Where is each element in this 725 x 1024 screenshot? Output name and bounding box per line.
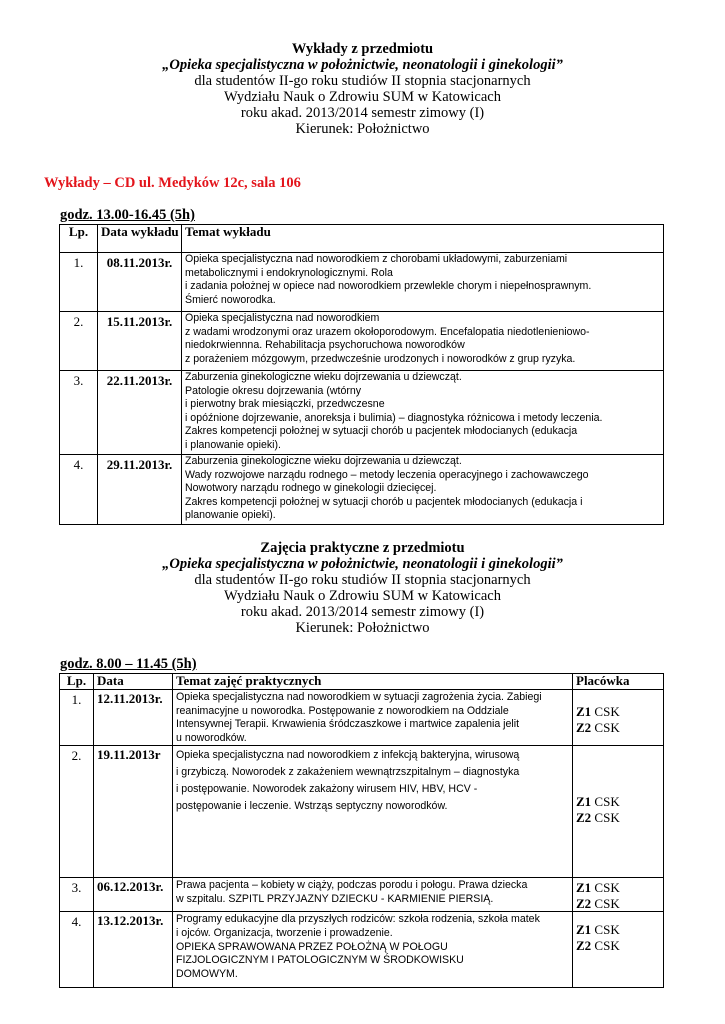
header-date: Data xyxy=(94,674,173,690)
place-group: Z1 xyxy=(576,704,592,719)
row-number: 1. xyxy=(60,690,94,746)
row-topic xyxy=(182,455,664,525)
table-header-row xyxy=(60,225,664,253)
row-topic xyxy=(182,312,664,371)
topic-line: Opieka specjalistyczna nad noworodkiem z chorobami układowymi, zaburzeniami xyxy=(185,253,568,265)
topic-line: i planowanie opieki). xyxy=(185,438,281,451)
topic-line: w szpitalu. SZPITL PRZYJAZNY DZIECKU - KARMIENIE PIERSIĄ. xyxy=(176,892,494,905)
topic-line: i pierwotny brak miesiączki, przedwczesne xyxy=(185,398,385,411)
row-place xyxy=(573,690,664,746)
row-number: 4. xyxy=(60,455,98,525)
place-name: CSK xyxy=(594,895,620,911)
header-lp: Lp. xyxy=(60,674,94,690)
header-place: Placówka xyxy=(573,674,664,690)
topic-line: z wadami wrodzonymi oraz urazem okołoporodowym. Encefalopatia niedotlenieniowo- xyxy=(185,325,590,338)
place-line xyxy=(576,704,660,720)
row-place xyxy=(573,912,664,988)
row-date: 06.12.2013r. xyxy=(94,878,173,912)
table-header-row xyxy=(60,674,664,690)
place-group: Z1 xyxy=(576,922,592,938)
row-place xyxy=(573,878,664,912)
row-date: 19.11.2013r xyxy=(94,746,173,878)
header-lp: Lp. xyxy=(60,225,98,253)
topic-line: Opieka specjalistyczna nad noworodkiem z infekcją bakteryjna, wirusową xyxy=(176,749,520,762)
practical-table xyxy=(59,673,664,988)
practical-time: godz. 8.00 – 11.45 (5h) xyxy=(60,656,197,672)
topic-line: i grzybiczą. Noworodek z zakażeniem wewnątrzszpitalnym – diagnostyka xyxy=(176,766,520,779)
table-row xyxy=(60,912,664,988)
topic-line: Patologie okresu dojrzewania (wtórny xyxy=(185,384,362,397)
row-place xyxy=(573,746,664,878)
row-date: 15.11.2013r. xyxy=(98,312,182,371)
row-topic xyxy=(173,690,573,746)
topic-line: OPIEKA SPRAWOWANA PRZEZ POŁOŻNĄ W POŁOGU xyxy=(176,940,448,953)
table-row xyxy=(60,746,664,878)
topic-line: Zaburzenia ginekologiczne wieku dojrzewania u dziewcząt. xyxy=(185,371,462,383)
topic-line: Śmierć noworodka. xyxy=(185,293,276,306)
lectures-title: Wykłady z przedmiotu xyxy=(291,41,434,57)
row-topic xyxy=(173,746,573,878)
topic-line: Opieka specjalistyczna nad noworodkiem xyxy=(185,312,380,324)
row-date: 08.11.2013r. xyxy=(98,253,182,312)
practical-header xyxy=(0,540,725,636)
place-line xyxy=(576,810,660,826)
row-topic xyxy=(173,878,573,912)
field-of-study: Kierunek: Położnictwo xyxy=(295,121,430,137)
row-date: 22.11.2013r. xyxy=(98,371,182,455)
practical-academic-year: roku akad. 2013/2014 semestr zimowy (I) xyxy=(240,604,485,620)
table-row xyxy=(60,371,664,455)
place-group: Z2 xyxy=(576,719,592,735)
topic-line: metabolicznymi i endokrynologicznymi. Rola xyxy=(185,266,393,279)
topic-line: i ojców. Organizacja, tworzenie i prowadzenie. xyxy=(176,926,393,939)
place-group: Z2 xyxy=(576,937,592,953)
topic-line: i opóźnione dojrzewanie, anoreksja i bulimia) – diagnostyka różnicowa i metody leczenia. xyxy=(185,411,603,424)
place-line xyxy=(576,794,660,810)
row-topic xyxy=(182,371,664,455)
place-group: Z1 xyxy=(576,794,592,810)
practical-course-name: „Opieka specjalistyczna w położnictwie, neonatologii i ginekologii” xyxy=(162,556,563,572)
topic-line: Zakres kompetencji położnej w sytuacji chorób u pacjentek młodocianych (edukacja xyxy=(185,425,578,438)
topic-line: Wady rozwojowe narządu rodnego – metody leczenia operacyjnego i zachowawczego xyxy=(185,468,589,481)
place-line xyxy=(576,896,660,912)
topic-line: FIZJOLOGICZNYM I PATOLOGICZNYM W ŚRODKOWISKU xyxy=(176,954,464,967)
topic-line: reanimacyjne u noworodka. Postępowanie z noworodkiem na Oddziale xyxy=(176,704,509,717)
table-row xyxy=(60,253,664,312)
topic-line: postępowanie i leczenie. Wstrząs septyczny noworodków. xyxy=(176,800,448,813)
lectures-location: Wykłady – CD ul. Medyków 12c, sala 106 xyxy=(44,175,301,191)
lectures-header xyxy=(0,41,725,137)
place-name: CSK xyxy=(594,937,620,953)
topic-line: Programy edukacyjne dla przyszłych rodziców: szkoła rodzenia, szkoła matek xyxy=(176,913,540,926)
row-topic xyxy=(173,912,573,988)
place-group: Z2 xyxy=(576,809,592,825)
topic-line: DOMOWYM. xyxy=(176,967,238,980)
row-topic xyxy=(182,253,664,312)
practical-title: Zajęcia praktyczne z przedmiotu xyxy=(260,540,465,556)
place-name: CSK xyxy=(594,880,620,896)
topic-line: u noworodków. xyxy=(176,731,247,744)
topic-line: planowanie opieki). xyxy=(185,509,276,522)
header-date: Data wykładu xyxy=(98,225,182,253)
row-date: 12.11.2013r. xyxy=(94,690,173,746)
topic-line: i zadania położnej w opiece nad noworodkiem przewlekle chorym i niepełnosprawnym. xyxy=(185,280,592,293)
faculty: Wydziału Nauk o Zdrowiu SUM w Katowicach xyxy=(224,89,501,105)
place-line xyxy=(576,938,660,954)
lectures-time: godz. 13.00-16.45 (5h) xyxy=(60,207,195,223)
place-line xyxy=(576,880,660,896)
topic-line: Zaburzenia ginekologiczne wieku dojrzewania u dziewcząt. xyxy=(185,455,462,467)
table-row xyxy=(60,690,664,746)
place-name: CSK xyxy=(594,922,620,938)
row-number: 3. xyxy=(60,371,98,455)
topic-line: Opieka specjalistyczna nad noworodkiem w sytuacji zagrożenia życia. Zabiegi xyxy=(176,691,542,703)
row-date: 29.11.2013r. xyxy=(98,455,182,525)
table-row xyxy=(60,455,664,525)
place-line xyxy=(576,922,660,938)
practical-faculty: Wydziału Nauk o Zdrowiu SUM w Katowicach xyxy=(224,588,501,604)
topic-line: Zakres kompetencji położnej w sytuacji chorób u pacjentek młodocianych (edukacja i xyxy=(185,495,583,508)
place-name: CSK xyxy=(594,809,620,825)
practical-field-of-study: Kierunek: Położnictwo xyxy=(295,620,430,636)
topic-line: Intensywnej Terapii. Krwawienia śródczaszkowe i martwice zapalenia jelit xyxy=(176,718,520,731)
topic-line: Prawa pacjenta – kobiety w ciąży, podczas porodu i połogu. Prawa dziecka xyxy=(176,879,528,892)
lectures-table xyxy=(59,224,664,525)
place-name: CSK xyxy=(594,719,620,735)
student-group: dla studentów II-go roku studiów II stopnia stacjonarnych xyxy=(194,73,531,89)
academic-year: roku akad. 2013/2014 semestr zimowy (I) xyxy=(240,105,485,121)
place-name: CSK xyxy=(594,794,620,810)
header-topic: Temat wykładu xyxy=(182,225,664,253)
place-name: CSK xyxy=(594,704,620,719)
header-topic: Temat zajęć praktycznych xyxy=(173,674,573,690)
row-number: 2. xyxy=(60,312,98,371)
row-number: 3. xyxy=(60,878,94,912)
row-date: 13.12.2013r. xyxy=(94,912,173,988)
place-group: Z2 xyxy=(576,895,592,911)
practical-student-group: dla studentów II-go roku studiów II stopnia stacjonarnych xyxy=(194,572,531,588)
row-number: 2. xyxy=(60,746,94,878)
course-name: „Opieka specjalistyczna w położnictwie, neonatologii i ginekologii” xyxy=(162,57,563,73)
row-number: 4. xyxy=(60,912,94,988)
table-row xyxy=(60,312,664,371)
place-group: Z1 xyxy=(576,880,592,896)
topic-line: Nowotwory narządu rodnego w ginekologii dziecięcej. xyxy=(185,482,437,495)
row-number: 1. xyxy=(60,253,98,312)
topic-line: i postępowanie. Noworodek zakażony wirusem HIV, HBV, HCV - xyxy=(176,783,478,796)
topic-line: niedokrwiennna. Rehabilitacja psychoruchowa noworodków xyxy=(185,339,465,352)
topic-line: z porażeniem mózgowym, przedwcześnie urodzonych i noworodków z grup ryzyka. xyxy=(185,352,576,365)
table-row xyxy=(60,878,664,912)
place-line xyxy=(576,720,660,736)
